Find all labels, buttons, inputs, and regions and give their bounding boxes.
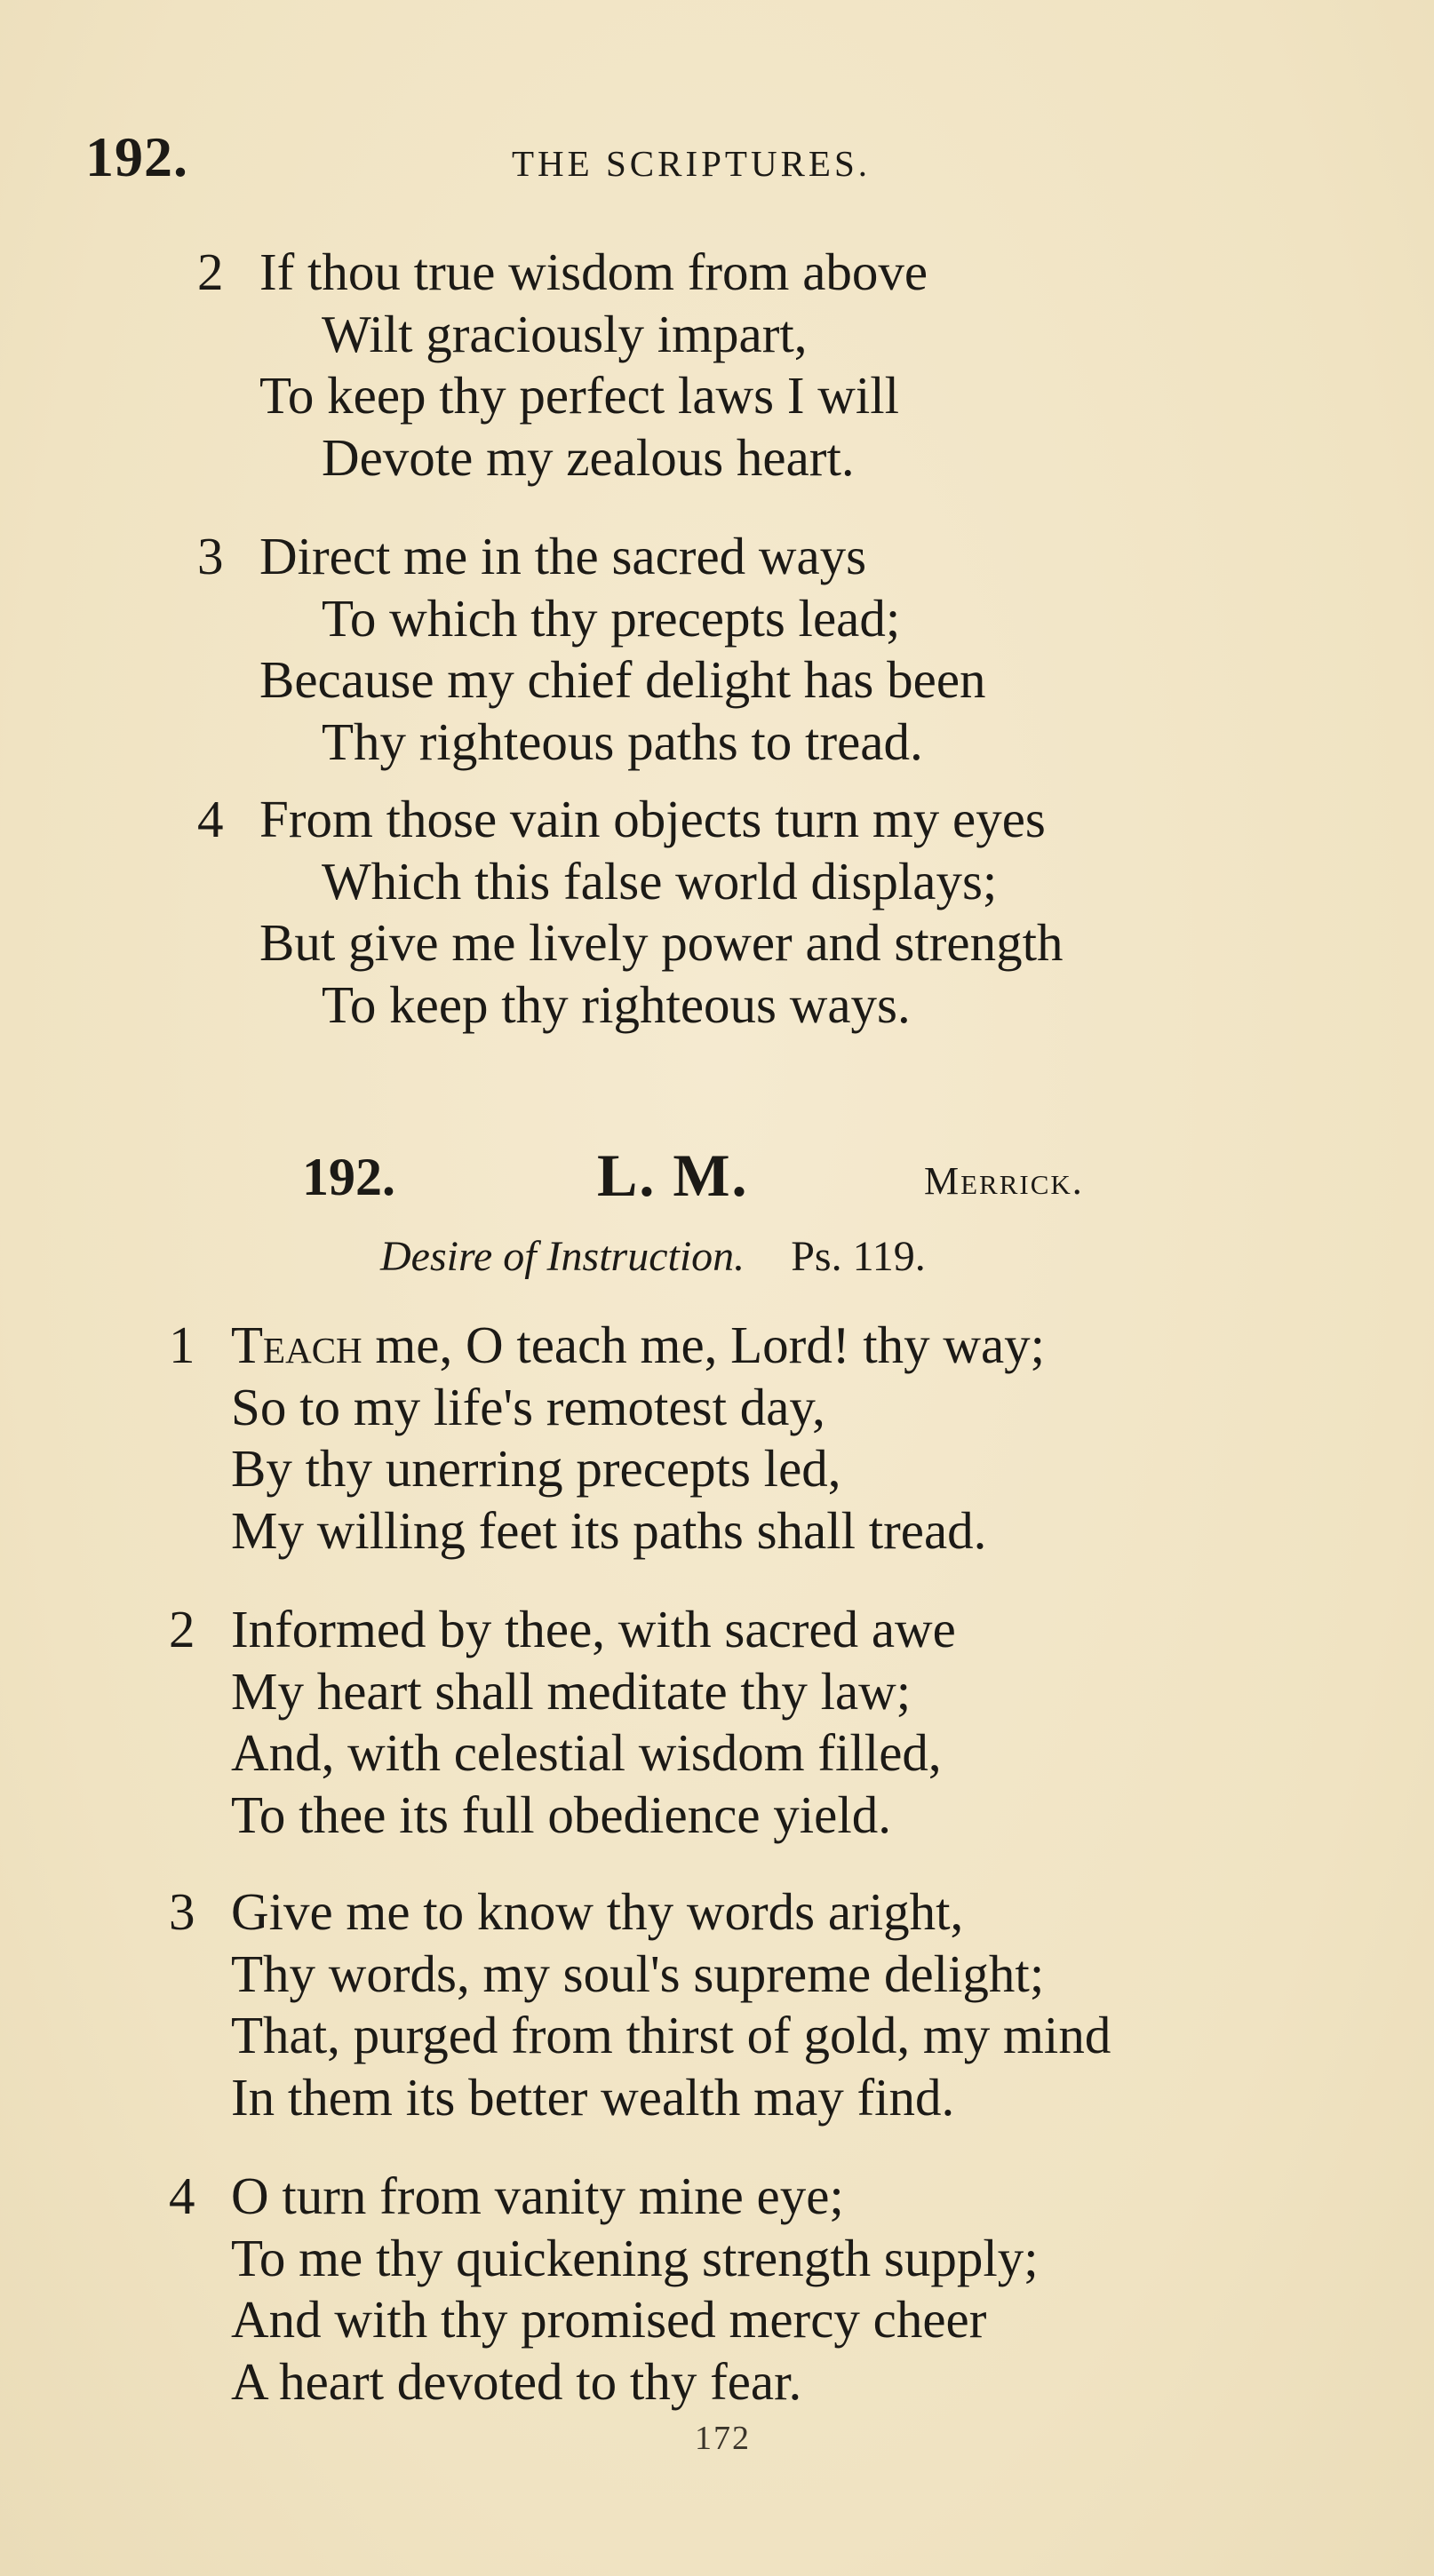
stanza-line: And, with celestial wisdom filled,	[231, 1723, 942, 1782]
hymn-subtitle	[380, 1228, 926, 1286]
stanza-line: 3 Direct me in the sacred ways	[197, 526, 986, 588]
stanza-number: 3	[197, 527, 224, 585]
prev-stanza-3	[197, 526, 986, 773]
stanza-line: To thee its full obedience yield.	[231, 1785, 891, 1844]
stanza-line: 4 From those vain objects turn my eyes	[197, 789, 1063, 851]
stanza-line: 4 O turn from vanity mine eye;	[169, 2166, 1039, 2228]
hymn-number: 192.	[302, 1148, 395, 1206]
stanza-line: 2 Informed by thee, with sacred awe	[169, 1599, 956, 1661]
stanza-number: 3	[169, 1882, 195, 1941]
stanza-line: My heart shall meditate thy law;	[231, 1661, 912, 1721]
scripture-reference: Ps. 119.	[791, 1233, 926, 1280]
stanza-line: Which this false world displays;	[322, 851, 998, 910]
stanza-number: 2	[197, 242, 224, 301]
tune-name: Merrick.	[924, 1159, 1084, 1203]
running-title: THE SCRIPTURES.	[512, 143, 871, 184]
hymn-stanza-1	[169, 1315, 1045, 1562]
stanza-line: Because my chief delight has been	[259, 650, 986, 709]
stanza-line: 3 Give me to know thy words aright,	[169, 1881, 1111, 1944]
stanza-line: Devote my zealous heart.	[322, 427, 855, 487]
stanza-line: That, purged from thirst of gold, my mind	[231, 2006, 1111, 2064]
stanza-number: 2	[169, 1600, 195, 1658]
stanza-line: To me thy quickening strength supply;	[231, 2228, 1039, 2287]
hymn-stanza-4	[169, 2166, 1039, 2413]
stanza-line: My willing feet its paths shall tread.	[231, 1500, 987, 1560]
hymn-stanza-3	[169, 1881, 1111, 2128]
stanza-line: But give me lively power and strength	[259, 913, 1064, 972]
prev-stanza-4	[197, 789, 1063, 1036]
stanza-line: In them its better wealth may find.	[231, 2067, 955, 2127]
stanza-line: Wilt graciously impart,	[322, 304, 808, 363]
stanza-number: 4	[197, 790, 224, 848]
header-hymn-number: 192.	[85, 125, 188, 188]
hymn-stanza-2	[169, 1599, 956, 1846]
prev-stanza-2	[197, 242, 928, 489]
stanza-line: A heart devoted to thy fear.	[231, 2351, 802, 2411]
stanza-line: So to my life's remotest day,	[231, 1377, 825, 1436]
stanza-line: By thy unerring precepts led,	[231, 1439, 841, 1498]
stanza-line: To keep thy righteous ways.	[322, 974, 911, 1034]
page-header	[85, 126, 1347, 197]
stanza-number: 4	[169, 2167, 195, 2225]
hymn-theme: Desire of Instruction.	[380, 1233, 745, 1280]
stanza-line: To which thy precepts lead;	[322, 588, 901, 648]
hymn-meter: L. M.	[597, 1141, 749, 1209]
stanza-number: 1	[169, 1316, 195, 1374]
stanza-line: 2 If thou true wisdom from above	[197, 242, 928, 304]
hymn-heading	[302, 1141, 1191, 1217]
stanza-line: To keep thy perfect laws I will	[259, 366, 900, 425]
stanza-line: 1 Teach me, O teach me, Lord! thy way;	[169, 1315, 1045, 1377]
stanza-line: Thy words, my soul's supreme delight;	[231, 1944, 1045, 2003]
first-word: Teach	[231, 1316, 362, 1374]
page-folio: 172	[695, 2420, 751, 2457]
stanza-line: And with thy promised mercy cheer	[231, 2290, 987, 2349]
stanza-line: Thy righteous paths to tread.	[322, 712, 923, 771]
